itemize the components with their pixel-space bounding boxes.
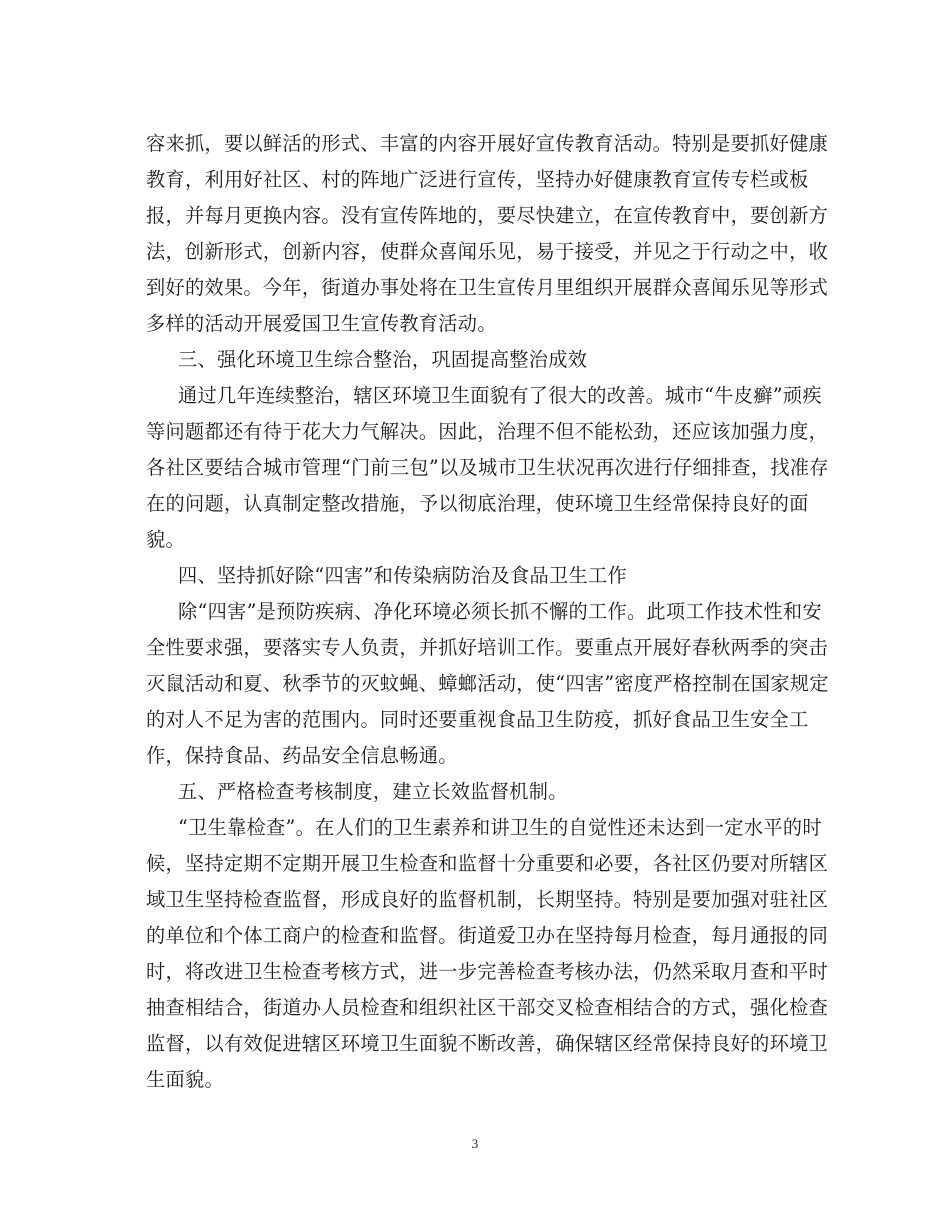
text-line: 多样的活动开展爱国卫生宣传教育活动。 bbox=[146, 312, 497, 335]
text-line: 容来抓，要以鲜活的形式、丰富的内容开展好宣传教育活动。特别是要抓好健康 bbox=[146, 132, 829, 155]
text-line: 的单位和个体工商户的检查和监督。街道爱卫办在坚持每月检查，每月通报的同 bbox=[146, 924, 829, 947]
text-line: 通过几年连续整治，辖区环境卫生面貌有了很大的改善。城市“牛皮癣”顽疾 bbox=[178, 384, 822, 407]
section-heading: 三、强化环境卫生综合整治，巩固提高整治成效 bbox=[178, 348, 588, 371]
text-line: 作，保持食品、药品安全信息畅通。 bbox=[146, 744, 458, 767]
text-line: 域卫生坚持检查监督，形成良好的监督机制，长期坚持。特别是要加强对驻社区 bbox=[146, 888, 829, 911]
text-line: 全性要求强，要落实专人负责，并抓好培训工作。要重点开展好春秋两季的突击 bbox=[146, 636, 829, 659]
text-line: 各社区要结合城市管理“门前三包”以及城市卫生状况再次进行仔细排查，找准存 bbox=[146, 456, 829, 479]
text-line: 灭鼠活动和夏、秋季节的灭蚊蝇、蟑螂活动，使“四害”密度严格控制在国家规定 bbox=[146, 672, 829, 695]
text-line: 候，坚持定期不定期开展卫生检查和监督十分重要和必要，各社区仍要对所辖区 bbox=[146, 852, 829, 875]
text-line: 到好的效果。今年，街道办事处将在卫生宣传月里组织开展群众喜闻乐见等形式 bbox=[146, 276, 829, 299]
text-line: 貌。 bbox=[146, 528, 185, 551]
section-heading: 五、严格检查考核制度，建立长效监督机制。 bbox=[178, 780, 568, 803]
text-line: 等问题都还有待于花大力气解决。因此，治理不但不能松劲，还应该加强力度， bbox=[146, 420, 829, 443]
page-number: 3 bbox=[471, 1136, 479, 1151]
text-line: 教育，利用好社区、村的阵地广泛进行宣传，坚持办好健康教育宣传专栏或板 bbox=[146, 168, 809, 191]
text-line: 法，创新形式，创新内容，使群众喜闻乐见，易于接受，并见之于行动之中，收 bbox=[146, 240, 829, 263]
text-line: 的对人不足为害的范围内。同时还要重视食品卫生防疫，抓好食品卫生安全工 bbox=[146, 708, 809, 731]
section-heading: 四、坚持抓好除“四害”和传染病防治及食品卫生工作 bbox=[178, 564, 627, 587]
text-line: 时，将改进卫生检查考核方式，进一步完善检查考核办法，仍然采取月查和平时 bbox=[146, 960, 829, 983]
text-line: 抽查相结合，街道办人员检查和组织社区干部交叉检查相结合的方式，强化检查 bbox=[146, 996, 829, 1019]
text-line: “卫生靠检查”。在人们的卫生素养和讲卫生的自觉性还未达到一定水平的时 bbox=[178, 816, 822, 839]
text-line: 报，并每月更换内容。没有宣传阵地的，要尽快建立，在宣传教育中，要创新方 bbox=[146, 204, 829, 227]
text-line: 生面貌。 bbox=[146, 1068, 224, 1091]
text-line: 在的问题，认真制定整改措施，予以彻底治理，使环境卫生经常保持良好的面 bbox=[146, 492, 809, 515]
text-line: 除“四害”是预防疾病、净化环境必须长抓不懈的工作。此项工作技术性和安 bbox=[178, 600, 822, 623]
text-line: 监督，以有效促进辖区环境卫生面貌不断改善，确保辖区经常保持良好的环境卫 bbox=[146, 1032, 829, 1055]
